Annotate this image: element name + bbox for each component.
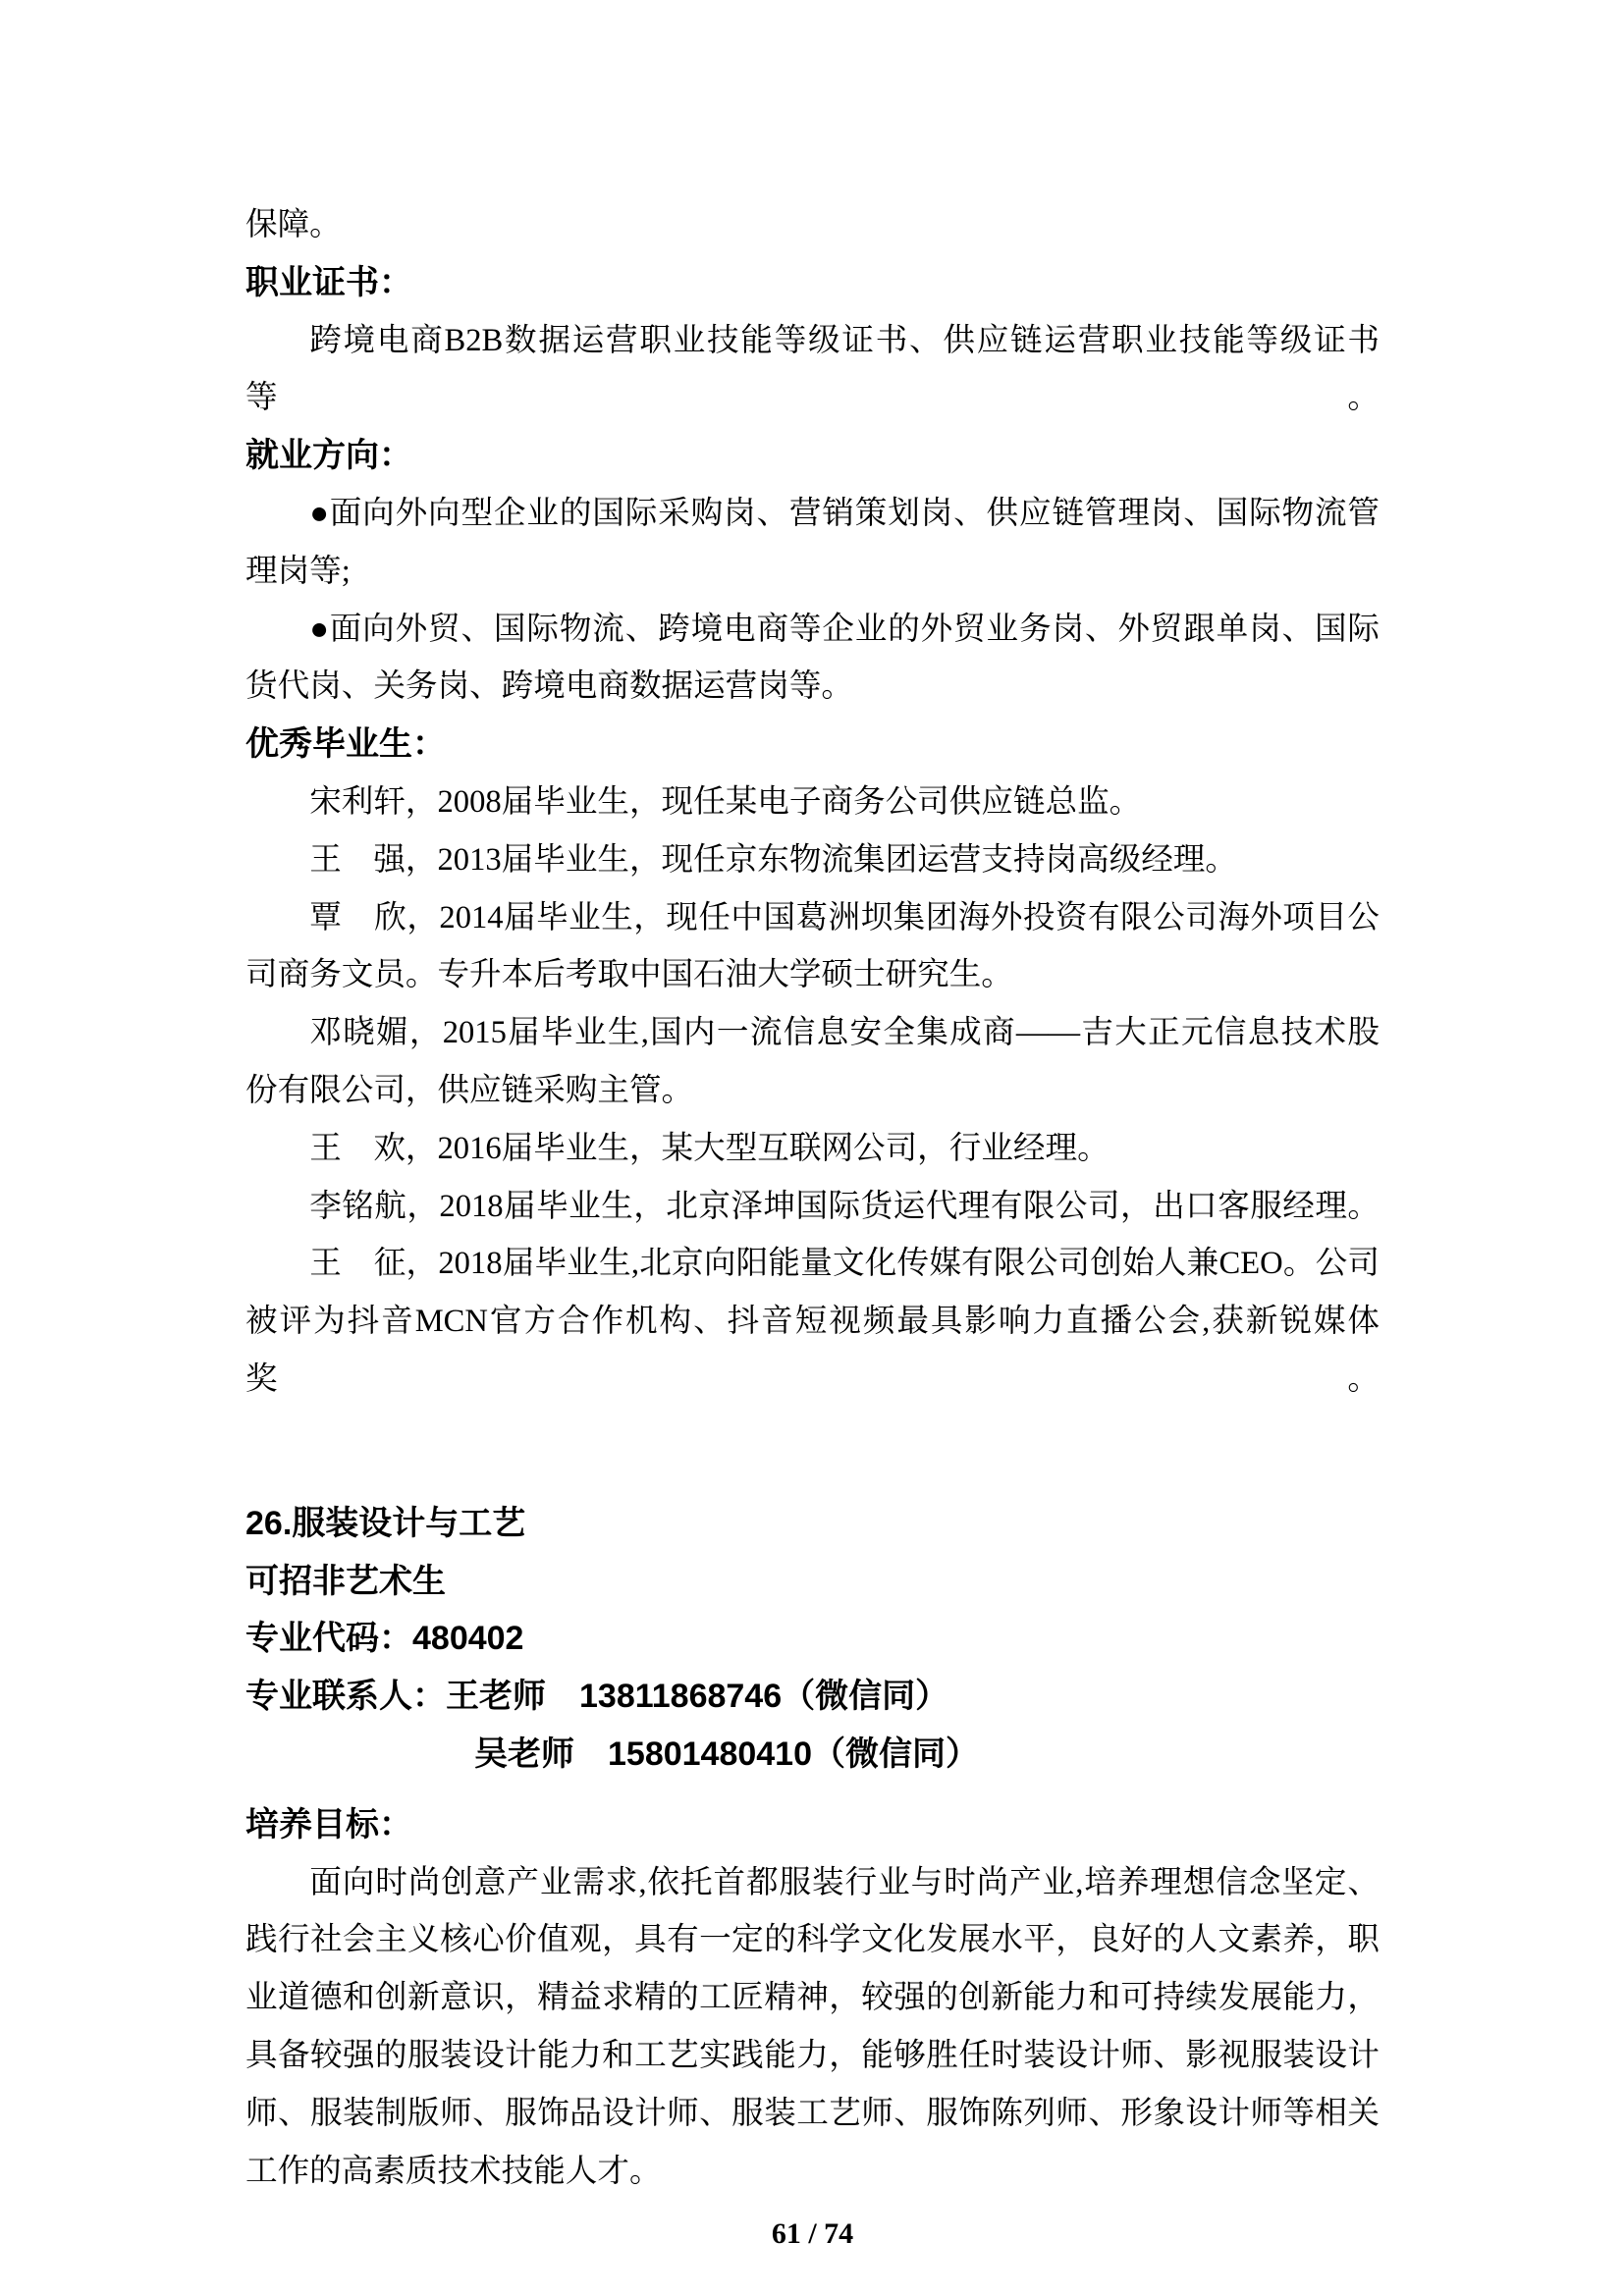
employment-bullet-2-line-2: 货代岗、关务岗、跨境电商数据运营岗等。 (245, 668, 853, 705)
major-contact-line-1: 专业联系人：王老师 13811868746（微信同） (245, 1678, 949, 1716)
graduate-entry-qin-xin-line-2: 司商务文员。专升本后考取中国石油大学硕士研究生。 (245, 957, 1013, 993)
certificates-line: 跨境电商B2B数据运营职业技能等级证书、供应链运营职业技能等级证书等。 (245, 322, 1380, 416)
objective-line-4: 具备较强的服装设计能力和工艺实践能力，能够胜任时装设计师、影视服装设计 (245, 2037, 1380, 2073)
graduate-entry-wang-qiang: 王 强，2013届毕业生，现任京东物流集团运营支持岗高级经理。 (309, 841, 1237, 878)
objective-line-2: 践行社会主义核心价值观，具有一定的科学文化发展水平，良好的人文素养，职 (245, 1922, 1380, 1958)
objective-line-5: 师、服装制版师、服饰品设计师、服装工艺师、服饰陈列师、形象设计师等相关 (245, 2095, 1380, 2131)
heading-outstanding-graduates: 优秀毕业生： (245, 725, 446, 764)
graduate-entry-wang-huan: 王 欢，2016届毕业生，某大型互联网公司，行业经理。 (309, 1130, 1110, 1166)
heading-major-26-fashion-design: 26.服装设计与工艺 (245, 1504, 526, 1542)
employment-bullet-1-line-2: 理岗等; (245, 553, 351, 589)
objective-line-6: 工作的高素质技术技能人才。 (245, 2153, 662, 2189)
heading-vocational-certificates: 职业证书： (245, 263, 412, 301)
paragraph-continuation-line: 保障。 (245, 207, 342, 242)
graduate-entry-li-minghang: 李铭航，2018届毕业生，北京泽坤国际货运代理有限公司，出口客服经理。 (309, 1188, 1380, 1224)
graduate-entry-qin-xin-line-1: 覃 欣，2014届毕业生，现任中国葛洲坝集团海外投资有限公司海外项目公 (309, 899, 1380, 935)
heading-employment-direction: 就业方向： (245, 437, 412, 475)
graduate-entry-deng-xiaomei-line-1: 邓晓媚，2015届毕业生,国内一流信息安全集成商——吉大正元信息技术股 (309, 1015, 1380, 1051)
major-code-line: 专业代码：480402 (245, 1620, 524, 1658)
employment-bullet-2-line-1: ●面向外贸、国际物流、跨境电商等企业的外贸业务岗、外贸跟单岗、国际 (309, 611, 1380, 647)
page-number: 61 / 74 (771, 2217, 854, 2251)
graduate-entry-wang-zheng-line-2: 被评为抖音MCN官方合作机构、抖音短视频最具影响力直播公会,获新锐媒体奖。 (245, 1304, 1380, 1397)
major-contact-line-2: 吴老师 15801480410（微信同） (474, 1735, 980, 1773)
heading-training-objective: 培养目标： (245, 1805, 412, 1843)
graduate-entry-song-lixuan: 宋利轩，2008届毕业生，现任某电子商务公司供应链总监。 (309, 783, 1142, 820)
graduate-entry-wang-zheng-line-1: 王 征，2018届毕业生,北京向阳能量文化传媒有限公司创始人兼CEO。公司 (309, 1246, 1380, 1282)
employment-bullet-1-line-1: ●面向外向型企业的国际采购岗、营销策划岗、供应链管理岗、国际物流管 (309, 495, 1380, 531)
non-art-students-note: 可招非艺术生 (245, 1562, 446, 1600)
graduate-entry-deng-xiaomei-line-2: 份有限公司，供应链采购主管。 (245, 1072, 694, 1108)
objective-line-3: 业道德和创新意识，精益求精的工匠精神，较强的创新能力和可持续发展能力， (245, 1980, 1380, 2016)
objective-line-1: 面向时尚创意产业需求,依托首都服装行业与时尚产业,培养理想信念坚定、 (309, 1864, 1380, 1900)
